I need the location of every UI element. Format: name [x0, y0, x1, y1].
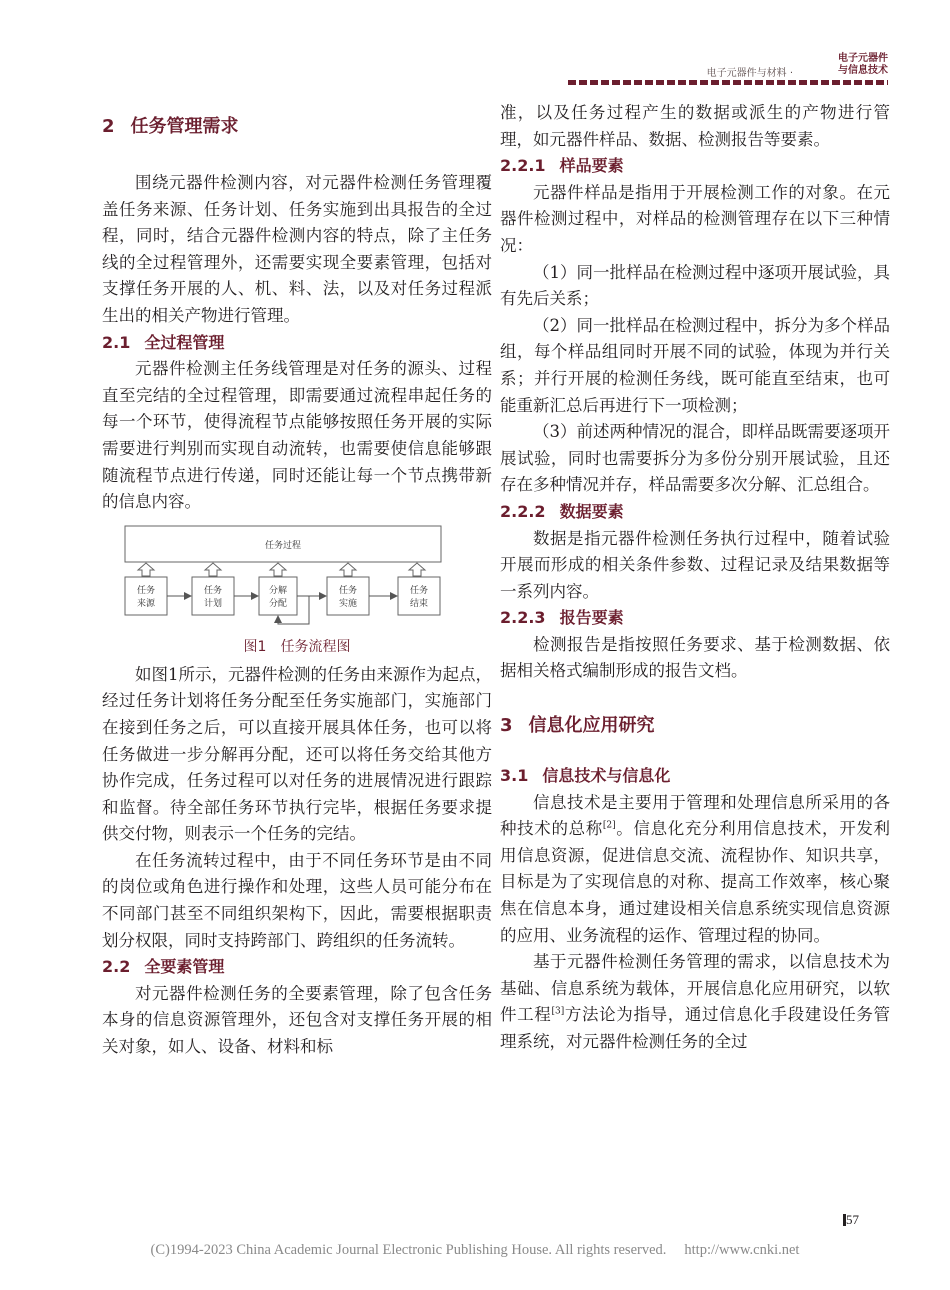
right-column — [500, 100, 890, 1056]
section-2-2-para1-start: 对元器件检测任务的全要素管理，除了包含任务本身的信息资源管理外，还包含对支撑任务开展的相关对象，如人、设备、材料和标 — [102, 983, 492, 1057]
section-2-2-3-para1: 检测报告是指按照任务要求、基于检测数据、依据相关格式编制形成的报告文档。 — [500, 634, 890, 681]
svg-text:实施: 实施 — [338, 598, 358, 609]
flow-box-assign — [259, 577, 297, 615]
figure-1-caption: 图1 任务流程图 — [243, 638, 351, 655]
flow-box-end — [398, 577, 440, 615]
svg-text:任务: 任务 — [338, 585, 358, 596]
svg-text:分解: 分解 — [268, 585, 288, 596]
sample-case-1: （1）同一批样品在检测过程中逐项开展试验，具有先后关系； — [500, 262, 890, 309]
svg-text:来源: 来源 — [136, 598, 156, 609]
flow-box-plan — [192, 577, 234, 615]
svg-text:任务: 任务 — [409, 585, 429, 596]
section-2-2-para1-end: 准，以及任务过程产生的数据或派生的产物进行管理，如元器件样品、数据、检测报告等要素。 — [500, 103, 890, 149]
section-2-2-3-heading: 2.2.3 报告要素 — [500, 608, 624, 628]
up-arrow-icon — [340, 563, 356, 576]
footer-watermark — [0, 1242, 950, 1259]
up-arrow-icon — [409, 563, 425, 576]
section-2-2-2-para1: 数据是指元器件检测任务执行过程中，随着试验开展而形成的相关条件参数、过程记录及结果数据等一系列内容。 — [500, 528, 890, 601]
flow-box-implement — [327, 577, 369, 615]
section-2-2-1-heading: 2.2.1 样品要素 — [500, 156, 624, 176]
task-process-label: 任务过程 — [264, 540, 302, 551]
svg-text:任务: 任务 — [203, 585, 223, 596]
section-2-1-para2: 如图1所示，元器件检测的任务由来源作为起点，经过任务计划将任务分配至任务实施部门，实施部门在接到任务之后，可以直接开展具体任务，也可以将任务做进一步分解再分配，还可以将任务交给其他方协作完成，任务过程可以对任务的进展情况进行跟踪和监督。待全部任务环节执行完毕，根据任务要求提供交付物，则表示一个任务的完结。 — [102, 664, 492, 844]
section-3-1-para2: 基于元器件检测任务管理的需求，以信息技术为基础、信息系统为载体，开展信息化应用研究，以软件工程[3]方法论为指导，通过信息化手段建设任务管理系统，对元器件检测任务的全过 — [500, 952, 891, 1051]
citation-3: [3] — [551, 1006, 565, 1017]
svg-text:分配: 分配 — [268, 598, 288, 609]
up-arrow-icon — [138, 563, 154, 576]
svg-text:结束: 结束 — [409, 598, 429, 609]
page-number: 57 — [846, 1212, 859, 1227]
left-column — [102, 100, 492, 1061]
up-arrow-icon — [270, 563, 286, 576]
section-2-2-2-heading: 2.2.2 数据要素 — [500, 501, 624, 521]
svg-text:任务: 任务 — [136, 585, 156, 596]
footer-copyright: (C)1994-2023 China Academic Journal Electronic Publishing House. All rights reserved. — [150, 1242, 667, 1258]
section-2-1-heading: 2.1 全过程管理 — [102, 332, 225, 352]
section-2-1-para3: 在任务流转过程中，由于不同任务环节是由不同的岗位或角色进行操作和处理，这些人员可能分布在不同部门甚至不同组织架构下，因此，需要根据职责划分权限，同时支持跨部门、跨组织的任务流转。 — [102, 850, 492, 950]
footer-url: http://www.cnki.net — [684, 1242, 800, 1258]
svg-text:计划: 计划 — [203, 598, 223, 609]
up-arrow-icon — [205, 563, 221, 576]
flow-box-source — [125, 577, 167, 615]
header-decor-bar — [568, 80, 888, 85]
section-2-heading: 2 任务管理需求 — [102, 116, 239, 137]
sample-case-3: （3）前述两种情况的混合，即样品既需要逐项开展试验，同时也需要拆分为多份分别开展试验，且还存在多种情况并存，样品需要多次分解、汇总组合。 — [500, 422, 890, 495]
figure-1 — [102, 524, 492, 662]
journal-brand: 电子元器件 与信息技术 — [838, 53, 888, 76]
task-flow-diagram — [124, 524, 470, 630]
section-2-2-1-para1: 元器件样品是指用于开展检测工作的对象。在元器件检测过程中，对样品的检测管理存在以下三种情况： — [500, 182, 890, 255]
section-3-heading: 3 信息化应用研究 — [500, 715, 655, 737]
sample-case-2: （2）同一批样品在检测过程中，拆分为多个样品组，每个样品组同时开展不同的试验，体现为并行关系；并行开展的检测任务线，既可能直至结束，也可能重新汇总后再进行下一项检测； — [500, 315, 890, 415]
section-2-1-para1: 元器件检测主任务线管理是对任务的源头、过程直至完结的全过程管理，即需要通过流程串起任务的每一个环节，使得流程节点能够按照任务开展的实际需要进行判别而实现自动流转，也需要使信息能够跟随流程节点进行传递，同时还能让每一个节点携带新的信息内容。 — [102, 359, 492, 512]
section-3-1-para1: 信息技术是主要用于管理和处理信息所采用的各种技术的总称[2]。信息化充分利用信息技术，开发利用信息资源，促进信息交流、流程协作、知识共享，目标是为了实现信息的对称、提高工作效率，核心聚焦在信息本身，通过建设相关信息系统实现信息资源的应用、业务流程的运作、管理过程的协同。 — [500, 792, 891, 945]
section-2-intro: 围绕元器件检测内容，对元器件检测任务管理覆盖任务来源、任务计划、任务实施到出具报告的全过程，同时，结合元器件检测内容的特点，除了主任务线的全过程管理外，还需要实现全要素管理，包括对支撑任务开展的人、机、料、法，以及对任务过程派生出的相关产物进行管理。 — [102, 173, 492, 325]
citation-2: [2] — [602, 820, 616, 831]
section-2-2-heading: 2.2 全要素管理 — [102, 957, 225, 977]
journal-header — [568, 50, 888, 98]
journal-name: 电子元器件与材料 · — [706, 68, 793, 79]
section-3-1-heading: 3.1 信息技术与信息化 — [500, 766, 671, 786]
